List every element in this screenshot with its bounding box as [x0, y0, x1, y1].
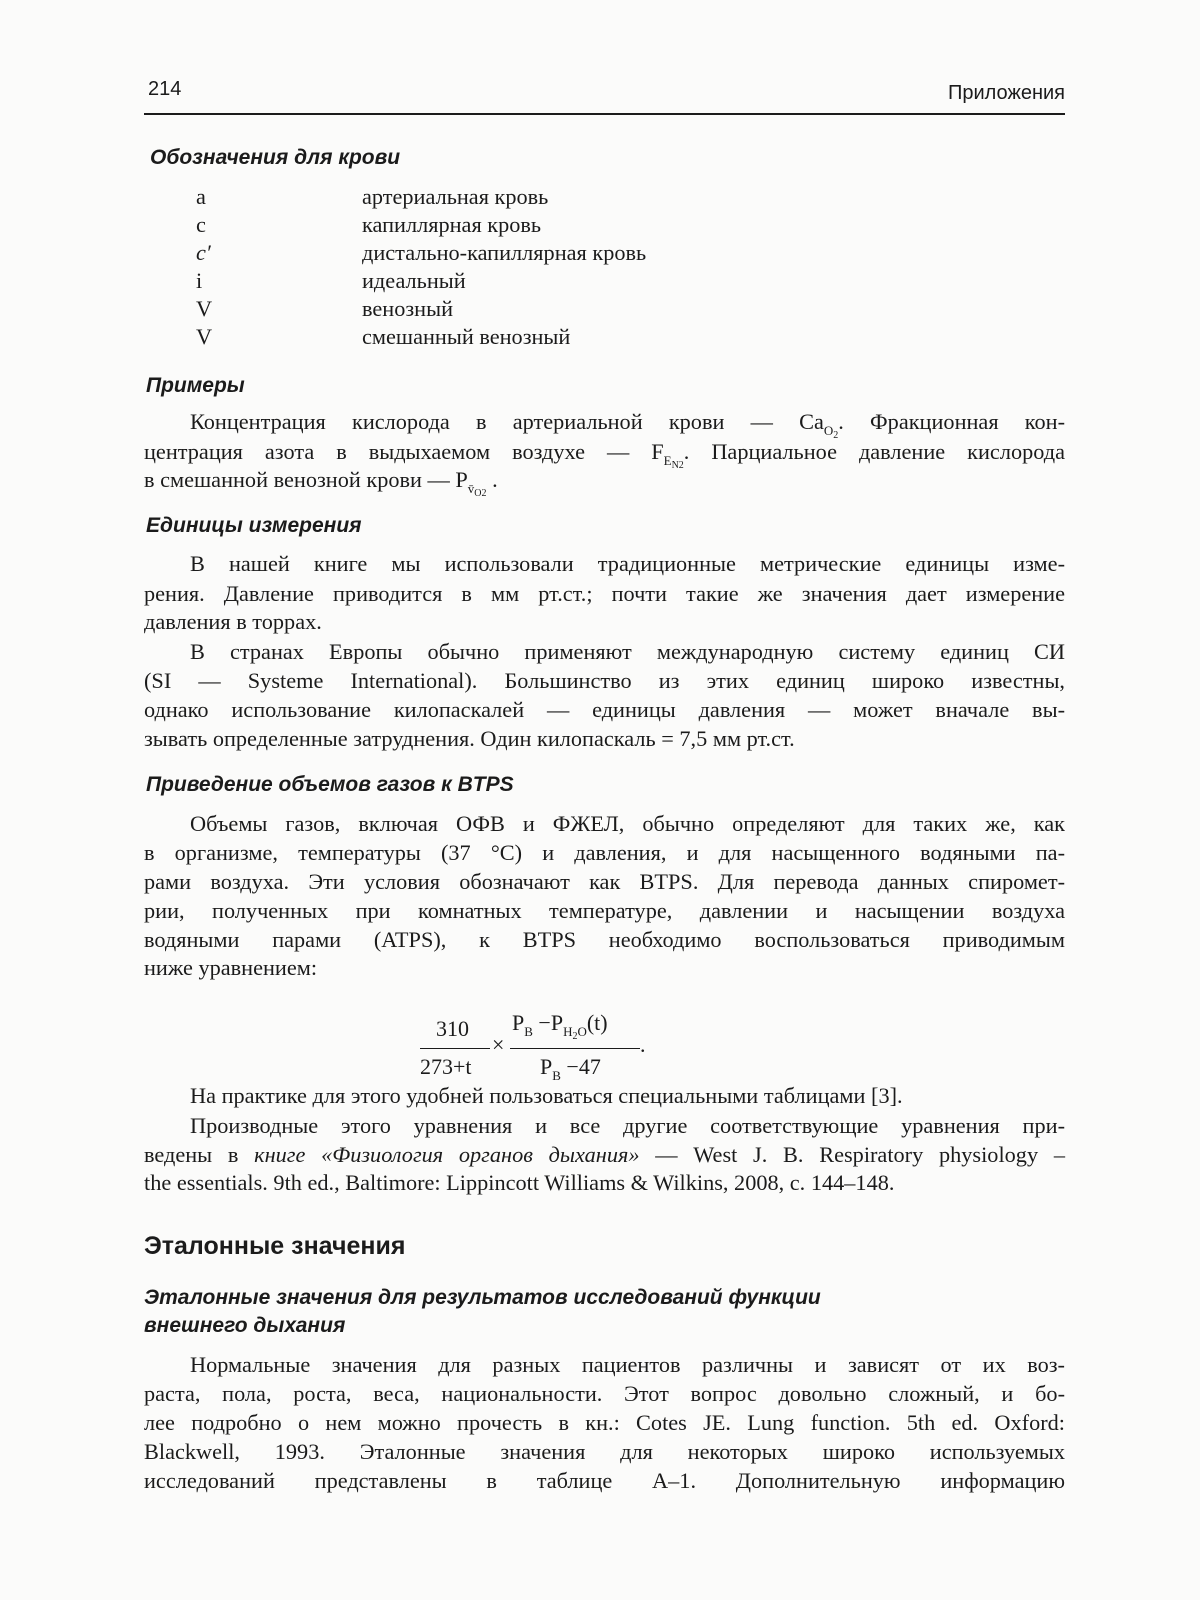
blood-meaning-c: капиллярная кровь [362, 212, 542, 237]
formula-num-2: $P_B -P_{H_2O}(t)$ [512, 1010, 608, 1042]
btps-heading: Приведение объемов газов к BTPS [146, 773, 514, 796]
reference-p1-line-5: исследований представлены в таблице А–1. Дополнительную информацию [144, 1468, 1065, 1493]
formula-den-1: 273+t [420, 1054, 472, 1079]
btps-p1-line-1: Объемы газов, включая ОФВ и ФЖЕЛ, обычно определяют для таких же, как [190, 811, 1065, 836]
units-p1-line-3: давления в торрах. [144, 609, 322, 634]
blood-symbol-c-prime: c′ [196, 240, 211, 265]
blood-meaning-a: артериальная кровь [362, 184, 549, 209]
blood-symbol-a: a [196, 184, 206, 209]
blood-meaning-v: венозный [362, 296, 454, 321]
formula-num-1: 310 [436, 1016, 469, 1041]
formula-dot: . [640, 1032, 646, 1057]
btps-p1-line-5: водяными парами (ATPS), к BTPS необходимо воспользоваться приводимым [144, 927, 1065, 952]
reference-p1-line-2: раста, пола, роста, веса, национальности. Этот вопрос довольно сложный, и бо- [144, 1381, 1065, 1406]
running-title: Приложения [947, 82, 1065, 104]
blood-meaning-i: идеальный [362, 268, 466, 293]
units-p2-line-3: однако использование килопаскалей — единицы давления — может вначале вы- [144, 697, 1065, 722]
units-p2-line-1: В странах Европы обычно применяют международную систему единиц СИ [190, 639, 1065, 664]
formula-bar-2 [510, 1048, 640, 1049]
units-p1-line-2: рения. Давление приводится в мм рт.ст.; почти такие же значения дает измерение [144, 581, 1065, 606]
reference-section-heading: Эталонные значения [144, 1232, 406, 1260]
blood-meaning-v-mixed: смешанный венозный [362, 324, 571, 349]
units-p1-line-1: В нашей книге мы использовали традиционные метрические единицы изме- [190, 551, 1065, 576]
formula-bar-1 [420, 1048, 490, 1049]
blood-symbol-c: c [196, 212, 206, 237]
btps-p3-line-2: ведены в книге «Физиология органов дыхания» — West J. B. Respiratory physiology – [144, 1142, 1065, 1167]
btps-p2: На практике для этого удобней пользоваться специальными таблицами [3]. [190, 1083, 903, 1108]
page-number: 214 [148, 78, 182, 100]
reference-subheading-line-1: Эталонные значения для результатов исследований функции [144, 1286, 821, 1309]
btps-p3-line-3: the essentials. 9th ed., Baltimore: Lippincott Williams & Wilkins, 2008, с. 144–148. [144, 1170, 895, 1195]
units-heading: Единицы измерения [146, 514, 362, 537]
formula-times: × [492, 1032, 505, 1057]
examples-line-3: в смешанной венозной крови — $P_{v̄_{O2}}$ . [144, 467, 498, 499]
examples-line-1: Концентрация кислорода в артериальной крови — $Ca_{O_2}$. Фракционная кон- [190, 409, 1065, 441]
btps-p1-line-4: рии, полученных при комнатных температуре, давлении и насыщении воздуха [144, 898, 1065, 923]
reference-p1-line-3: лее подробно о нем можно прочесть в кн.: Cotes JE. Lung function. 5th ed. Oxford: [144, 1410, 1065, 1435]
examples-heading: Примеры [146, 374, 245, 397]
header-rule [144, 113, 1065, 115]
formula-den-2: $P_B -47$ [540, 1054, 601, 1083]
blood-symbol-i: i [196, 268, 203, 293]
units-p2-line-4: зывать определенные затруднения. Один килопаскаль = 7,5 мм рт.ст. [144, 726, 795, 751]
examples-line-2: центрация азота в выдыхаемом воздухе — $F_{E_{N2}}$. Парциальное давление кислорода [144, 439, 1065, 471]
blood-notation-heading: Обозначения для крови [150, 146, 401, 169]
btps-p3-line-1: Производные этого уравнения и все другие соответствующие уравнения при- [190, 1113, 1065, 1138]
reference-subheading-line-2: внешнего дыхания [144, 1314, 346, 1337]
blood-meaning-c-prime: дистально-капиллярная кровь [362, 240, 647, 265]
btps-p1-line-3: рами воздуха. Эти условия обозначают как BTPS. Для перевода данных спиромет- [144, 869, 1065, 894]
blood-symbol-v-mixed: V [196, 324, 213, 349]
btps-p1-line-2: в организме, температуры (37 °C) и давления, и для насыщенного водяными па- [144, 840, 1065, 865]
reference-p1-line-4: Blackwell, 1993. Эталонные значения для некоторых широко используемых [144, 1439, 1065, 1464]
units-p2-line-2: (SI — Systeme International). Большинство из этих единиц широко известны, [144, 668, 1065, 693]
btps-p1-line-6: ниже уравнением: [144, 955, 318, 980]
blood-symbol-v: V [196, 296, 213, 321]
reference-p1-line-1: Нормальные значения для разных пациентов различны и зависят от их воз- [190, 1352, 1065, 1377]
